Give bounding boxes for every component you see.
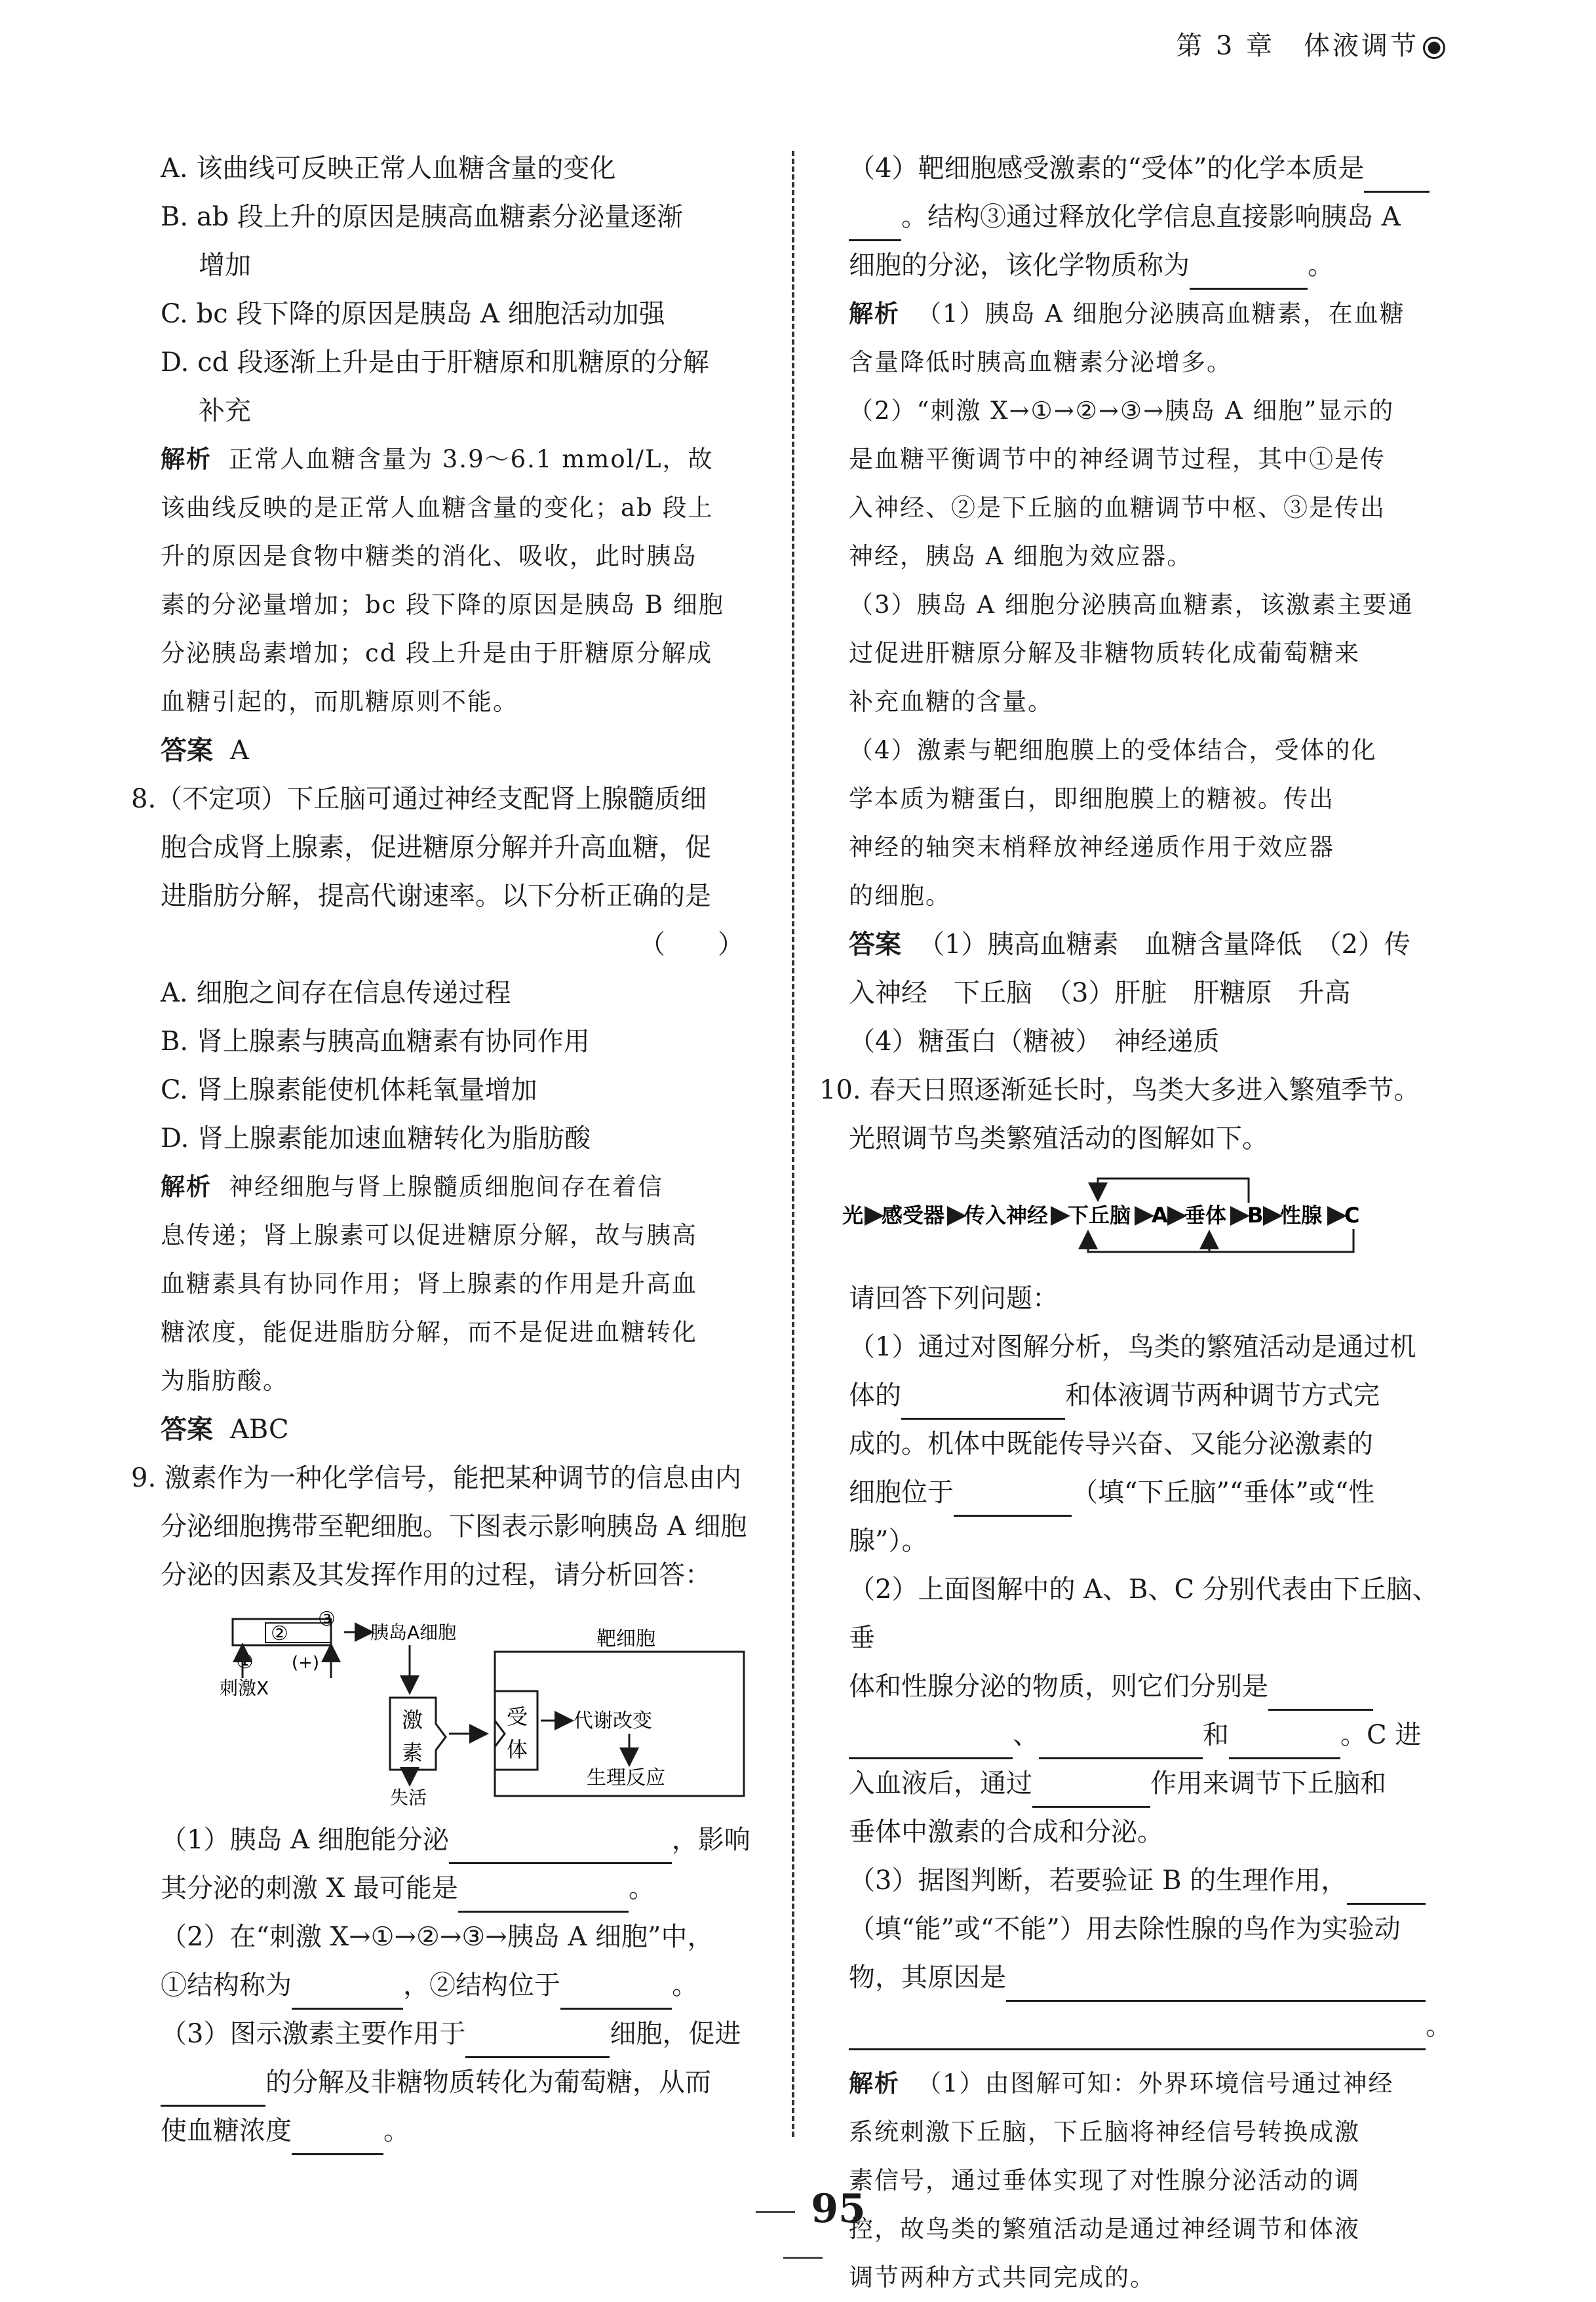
q10-sub3-line: 。 (849, 2002, 1458, 2050)
q9-blank-2[interactable] (458, 1879, 629, 1913)
q9-answer-line: （4）糖蛋白（糖被） 神经递质 (849, 1026, 1220, 1057)
q9-blank-6[interactable] (161, 2073, 265, 2107)
gonad-label: 性腺 (1280, 1203, 1323, 1228)
q9-explanation-line: 过促进肝糖原分解及非糖物质转化成葡萄糖来 (849, 639, 1360, 667)
q9-stem-line: 9. 激素作为一种化学信号，能把某种调节的信息由内 (131, 1463, 741, 1493)
q10-sub1-line: 体的 和体液调节两种调节方式完 (849, 1371, 1458, 1420)
page-number (718, 2186, 888, 2278)
q10-explanation-line: 控，故鸟类的繁殖活动是通过神经调节和体液 (849, 2215, 1360, 2243)
q7-expl-tag: 解析 (161, 445, 212, 473)
q9-sub3-line: （3）图示激素主要作用于 细胞，促进 (161, 2010, 770, 2058)
q7-answer-tag: 答案 (161, 735, 213, 766)
page-number-right-rule (783, 2257, 823, 2259)
q10-explanation-line: 素信号，通过垂体实现了对性腺分泌活动的调 (849, 2166, 1360, 2195)
inactivation-label: 失活 (390, 1787, 427, 1808)
q9-explanation-line: （2）“刺激 X→①→②→③→胰岛 A 细胞”显示的 (849, 397, 1395, 425)
q8-expl-tag: 解析 (161, 1173, 212, 1201)
q7-answer (161, 726, 770, 775)
q9-expl-tag: 解析 (849, 300, 900, 328)
q10-explanation-line: 调节两种方式共同完成的。 (849, 2263, 1156, 2292)
page-number-left-rule (756, 2211, 795, 2213)
q9-answer-tag: 答案 (849, 929, 901, 960)
substance-b-label: B (1247, 1203, 1264, 1228)
q10-sub2-line: 入血液后，通过 作用来调节下丘脑和 (849, 1759, 1458, 1808)
q9-blank-1[interactable] (449, 1831, 672, 1864)
q9-stem-line: 分泌细胞携带至靶细胞。下图表示影响胰岛 A 细胞 (161, 1512, 747, 1542)
q10-sub1-line: 成的。机体中既能传导兴奋、又能分泌激素的 (849, 1429, 1373, 1459)
q8-stem-line: 胞合成肾上腺素，促进糖原分解并升高血糖，促 (161, 832, 711, 863)
q10-sub1-line: 腺”）。 (849, 1526, 928, 1556)
q10-sub2-line: 体和性腺分泌的物质，则它们分别是 (849, 1662, 1458, 1711)
q10-explanation-line: 系统刺激下丘脑，下丘脑将神经信号转换成激 (849, 2118, 1360, 2146)
q8-explanation-line: 血糖素具有协同作用；肾上腺素的作用是升高血 (161, 1270, 697, 1298)
q10-sub2-line: 、 和 。C 进 (849, 1711, 1458, 1759)
stimulus-x-label: 刺激X (220, 1677, 269, 1699)
q10-blank-2[interactable] (954, 1483, 1072, 1517)
q10-blank-8[interactable] (1347, 1871, 1426, 1905)
q9-sub4-line: 细胞的分泌，该化学物质称为 。 (849, 241, 1458, 290)
q7-explanation-line: 分泌胰岛素增加；cd 段上升是由于肝糖原分解成 (161, 639, 713, 667)
q10-stem-line: 10. 春天日照逐渐延长时，鸟类大多进入繁殖季节。 (819, 1075, 1420, 1105)
islet-a-label: 胰岛A细胞 (370, 1622, 457, 1643)
q9-explanation-line: 神经的轴突末梢释放神经递质作用于效应器 (849, 833, 1334, 861)
q7-explanation-line: 素的分泌量增加；bc 段下降的原因是胰岛 B 细胞 (161, 591, 724, 619)
q7-option-d: D. cd 段逐渐上升是由于肝糖原和肌糖原的分解 (161, 347, 709, 378)
chapter-header (1176, 25, 1445, 62)
q7-explanation-line: 升的原因是食物中糖类的消化、吸收，此时胰岛 (161, 542, 697, 570)
q10-sub1-line: （1）通过对图解分析，鸟类的繁殖活动是通过机 (849, 1332, 1416, 1362)
q8-option-c: C. 肾上腺素能使机体耗氧量增加 (161, 1075, 537, 1105)
q9-answer-line: 答案 （1）胰高血糖素 血糖含量降低 （2）传 (849, 929, 1411, 960)
q10-blank-1[interactable] (901, 1386, 1065, 1420)
q7-option-c: C. bc 段下降的原因是胰岛 A 细胞活动加强 (161, 299, 665, 329)
q9-blank-8[interactable] (1364, 159, 1430, 193)
q9-stem-line: 分泌的因素及其发挥作用的过程，请分析回答： (161, 1560, 711, 1590)
hormone-regulation-diagram (193, 1606, 757, 1809)
q9-blank-5[interactable] (465, 2025, 610, 2058)
q8-option-d: D. 肾上腺素能加速血糖转化为脂肪酸 (161, 1123, 591, 1154)
feedback-c-to-hypothalamus (1088, 1229, 1353, 1252)
q8-answer-tag: 答案 (161, 1414, 213, 1445)
q9-explanation-line: （3）胰岛 A 细胞分泌胰高血糖素，该激素主要通 (849, 591, 1414, 619)
q9-sub1-line: （1）胰岛 A 细胞能分泌 ，影响 (161, 1816, 770, 1864)
q10-intro: 请回答下列问题： (849, 1283, 1059, 1314)
q8-option-a: A. 细胞之间存在信息传递过程 (161, 978, 511, 1008)
q8-stem-line: 进脂肪分解，提高代谢速率。以下分析正确的是 (161, 881, 711, 911)
q10-sub1-line: 细胞位于 （填“下丘脑”“垂体”或“性 (849, 1468, 1458, 1517)
q9-explanation-line: 的细胞。 (849, 882, 951, 910)
q10-stem-line: 光照调节鸟类繁殖活动的图解如下。 (849, 1123, 1268, 1154)
q9-explanation-line: 神经，胰岛 A 细胞为效应器。 (849, 542, 1193, 570)
label-3: ③ (318, 1608, 336, 1631)
chapter-title: 第 3 章 体液调节 (1176, 31, 1419, 61)
receptor-organ-label: 感受器 (882, 1203, 945, 1228)
q7-option-d-cont: 补充 (199, 396, 251, 426)
q9-blank-9[interactable] (1190, 256, 1308, 290)
q10-blank-3[interactable] (1268, 1677, 1373, 1711)
light-label: 光 (842, 1203, 864, 1228)
q9-blank-8-cont[interactable] (849, 208, 901, 241)
substance-c-label: C (1344, 1203, 1360, 1228)
q9-answer-line: 入神经 下丘脑 （3）肝脏 肝糖原 升高 (849, 978, 1351, 1008)
feedback-b-to-hypothalamus (1098, 1179, 1249, 1203)
q9-explanation-line: 含量降低时胰高血糖素分泌增多。 (849, 348, 1232, 376)
q10-sub2-line: 垂体中激素的合成和分泌。 (849, 1817, 1163, 1847)
q7-answer-value: A (230, 735, 249, 766)
page-number-value: 95 (811, 2186, 866, 2232)
q10-explanation-line: 解析 （1）由图解可知：外界环境信号通过神经 (849, 2069, 1394, 2097)
q10-blank-7[interactable] (1032, 1774, 1150, 1808)
label-2: ② (271, 1622, 288, 1645)
q9-explanation-line: 解析 （1）胰岛 A 细胞分泌胰高血糖素，在血糖 (849, 300, 1405, 328)
receptor-char-2: 体 (507, 1737, 528, 1762)
column-divider (792, 151, 794, 2137)
substance-a-label: A (1152, 1203, 1168, 1228)
q9-blank-7[interactable] (292, 2122, 383, 2155)
afferent-nerve-label: 传入神经 (964, 1203, 1049, 1228)
q8-explanation-line: 糖浓度，能促进脂肪分解，而不是促进血糖转化 (161, 1318, 697, 1346)
q8-stem-line: 8.（不定项）下丘脑可通过神经支配肾上腺髓质细 (131, 784, 707, 814)
q7-explanation-line: 该曲线反映的是正常人血糖含量的变化；ab 段上 (161, 494, 714, 522)
physiological-response-label: 生理反应 (587, 1766, 665, 1789)
q9-explanation-line: 学本质为糖蛋白，即细胞膜上的糖被。传出 (849, 785, 1334, 813)
q9-explanation-line: （4）激素与靶细胞膜上的受体结合，受体的化 (849, 736, 1377, 764)
q9-explanation-line: 是血糖平衡调节中的神经调节过程，其中①是传 (849, 445, 1386, 473)
q9-sub4-line: 。结构③通过释放化学信息直接影响胰岛 A (849, 193, 1458, 241)
q9-sub1-line: 其分泌的刺激 X 最可能是 。 (161, 1864, 770, 1913)
q9-explanation-line: 入神经、②是下丘脑的血糖调节中枢、③是传出 (849, 494, 1386, 522)
q7-option-b: B. ab 段上升的原因是胰高血糖素分泌量逐渐 (161, 202, 683, 232)
hormone-char-1: 激 (402, 1707, 423, 1732)
q9-blank-4[interactable] (560, 1976, 672, 2010)
left-column (131, 144, 770, 2155)
q8-explanation-line: 为脂肪酸。 (161, 1367, 288, 1395)
pituitary-label: 垂体 (1184, 1203, 1227, 1228)
label-1: ① (236, 1650, 254, 1673)
q8-explanation-line: 息传递；肾上腺素可以促进糖原分解，故与胰高 (161, 1221, 697, 1249)
q9-sub2-line: （2）在“刺激 X→①→②→③→胰岛 A 细胞”中， (161, 1922, 714, 1952)
q8-answer (161, 1405, 770, 1454)
q9-sub2-line: ①结构称为 ，②结构位于 。 (161, 1961, 770, 2010)
q10-blank-5[interactable] (1039, 1726, 1203, 1759)
q9-sub4-line: （4）靶细胞感受激素的“受体”的化学本质是 (849, 144, 1458, 193)
q7-option-b-cont: 增加 (199, 250, 251, 281)
bird-breeding-regulation-diagram (842, 1167, 1452, 1265)
q8-answer-value: ABC (230, 1414, 289, 1445)
q10-blank-9[interactable] (1006, 1968, 1426, 2002)
metabolism-change-label: 代谢改变 (574, 1709, 652, 1732)
target-cell-label: 靶细胞 (596, 1628, 655, 1650)
q10-sub3-line: （3）据图判断，若要验证 B 的生理作用， (849, 1856, 1458, 1905)
q10-sub3-line: 物，其原因是 (849, 1953, 1458, 2002)
q10-sub2-line: （2）上面图解中的 A、B、C 分别代表由下丘脑、垂 (849, 1574, 1439, 1653)
q10-blank-4[interactable] (849, 1726, 1013, 1759)
q10-blank-10[interactable] (849, 2017, 1426, 2050)
receptor-char-1: 受 (507, 1704, 528, 1729)
hormone-char-2: 素 (402, 1740, 423, 1765)
q8-option-b: B. 肾上腺素与胰高血糖素有协同作用 (161, 1026, 590, 1057)
q9-explanation-line: 补充血糖的含量。 (849, 688, 1053, 716)
q9-sub3-line: 的分解及非糖物质转化为葡萄糖，从而 (161, 2058, 770, 2107)
q10-sub3-line: （填“能”或“不能”）用去除性腺的鸟作为实验动 (849, 1914, 1401, 1944)
q10-blank-6[interactable] (1229, 1726, 1340, 1759)
q9-blank-3[interactable] (292, 1976, 403, 2010)
q8-explanation-line: 解析 神经细胞与肾上腺髓质细胞间存在着信 (161, 1173, 663, 1201)
q8-answer-paren: （ ） (639, 929, 744, 960)
plus-label: (+) (292, 1653, 320, 1673)
q10-expl-tag: 解析 (849, 2069, 900, 2097)
q7-explanation-line: 解析 正常人血糖含量为 3.9～6.1 mmol/L，故 (161, 445, 714, 473)
q9-sub3-line: 使血糖浓度 。 (161, 2107, 770, 2155)
hypothalamus-label: 下丘脑 (1068, 1203, 1131, 1228)
q7-explanation-line: 血糖引起的，而肌糖原则不能。 (161, 688, 518, 716)
q7-option-a: A. 该曲线可反映正常人血糖含量的变化 (161, 153, 616, 184)
header-circle-icon (1423, 37, 1445, 59)
